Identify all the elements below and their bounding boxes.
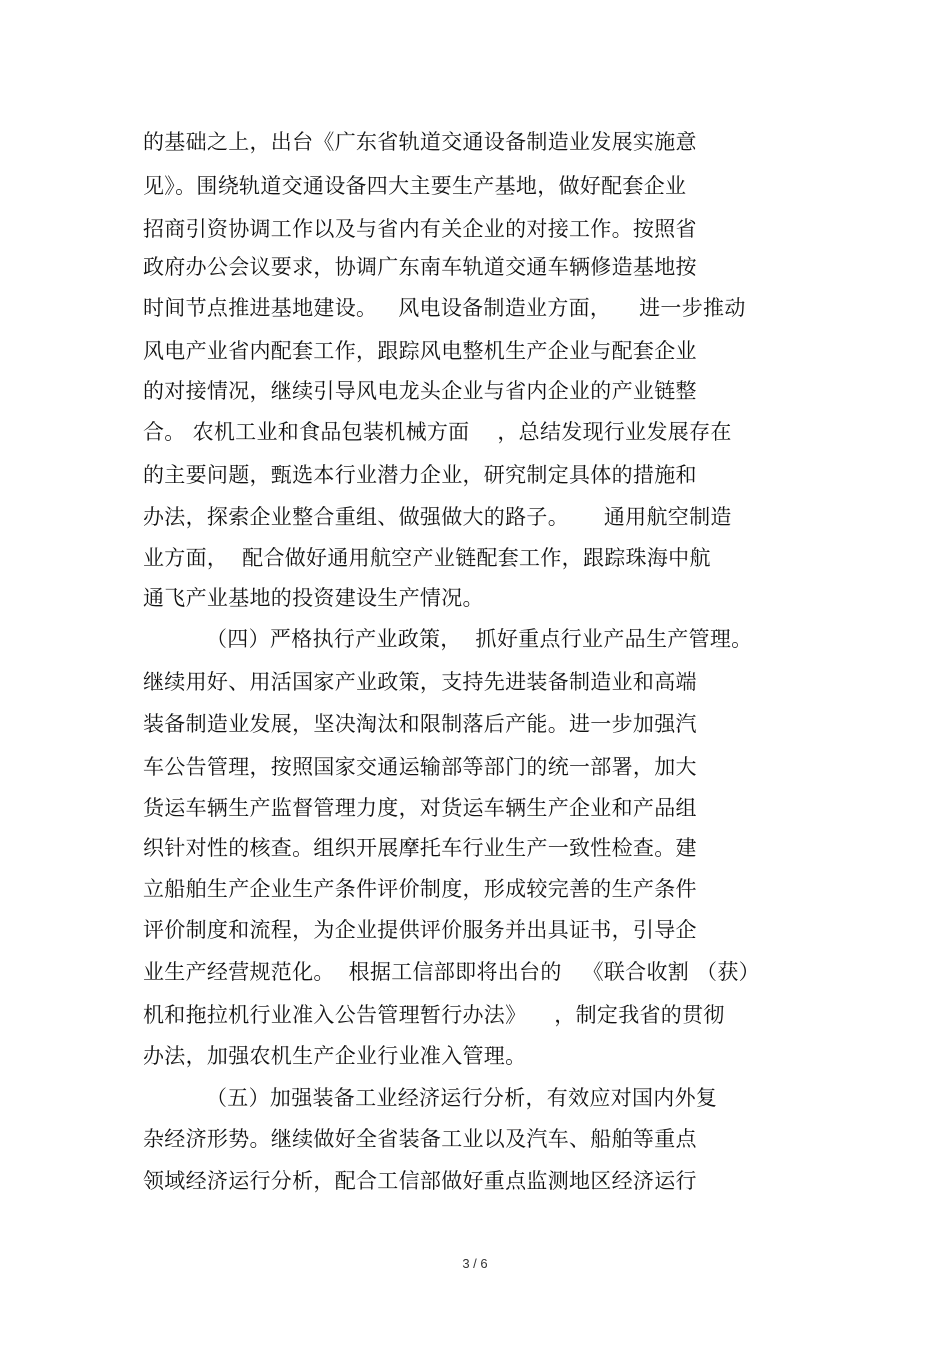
text-line-1: 的基础之上，出台《广东省轨道交通设备制造业发展实施意 [143,130,697,154]
paragraph-five-heading: （五）加强装备工业经济运行分析，有效应对国内外复 [206,1086,718,1110]
text-line-16: 车公告管理，按照国家交通运输部等部门的统一部署，加大 [143,755,697,779]
text-line-10: 办法，探索企业整合重组、做强做大的路子。 通用航空制造 [143,505,732,529]
text-line-18: 织针对性的核查。组织开展摩托车行业生产一致性检查。建 [143,836,697,860]
text-line-19: 立船舶生产企业生产条件评价制度，形成较完善的生产条件 [143,877,697,901]
text-line-25: 杂经济形势。继续做好全省装备工业以及汽车、船舶等重点 [143,1127,697,1151]
text-line-2: 见》。围绕轨道交通设备四大主要生产基地，做好配套企业 [143,174,687,198]
text-line-11: 业方面， 配合做好通用航空产业链配套工作，跟踪珠海中航 [143,546,711,570]
page-number: 3 / 6 [462,1256,488,1271]
text-line-23: 办法，加强农机生产企业行业准入管理。 [143,1044,527,1068]
text-line-9: 的主要问题，甄选本行业潜力企业，研究制定具体的措施和 [143,463,697,487]
text-line-26: 领域经济运行分析，配合工信部做好重点监测地区经济运行 [143,1169,697,1193]
text-line-5: 时间节点推进基地建设。 风电设备制造业方面， 进一步推动 [143,296,746,320]
text-line-22: 机和拖拉机行业准入公告管理暂行办法》 ，制定我省的贯彻 [143,1003,725,1027]
text-line-21: 业生产经营规范化。 根据工信部即将出台的 《联合收割 （获） [143,960,760,984]
text-line-14: 继续用好、用活国家产业政策，支持先进装备制造业和高端 [143,670,697,694]
text-line-8: 合。 农机工业和食品包装机械方面 ，总结发现行业发展存在 [143,420,732,444]
text-line-20: 评价制度和流程，为企业提供评价服务并出具证书，引导企 [143,918,697,942]
paragraph-four-heading: （四）严格执行产业政策， 抓好重点行业产品生产管理。 [206,627,753,651]
text-line-7: 的对接情况，继续引导风电龙头企业与省内企业的产业链整 [143,379,697,403]
text-line-12: 通飞产业基地的投资建设生产情况。 [143,586,484,610]
text-line-17: 货运车辆生产监督管理力度，对货运车辆生产企业和产品组 [143,796,697,820]
text-line-4: 政府办公会议要求，协调广东南车轨道交通车辆修造基地按 [143,255,697,279]
text-line-3: 招商引资协调工作以及与省内有关企业的对接工作。按照省 [143,217,697,241]
text-line-15: 装备制造业发展，坚决淘汰和限制落后产能。进一步加强汽 [143,712,697,736]
text-line-6: 风电产业省内配套工作，跟踪风电整机生产企业与配套企业 [143,339,697,363]
